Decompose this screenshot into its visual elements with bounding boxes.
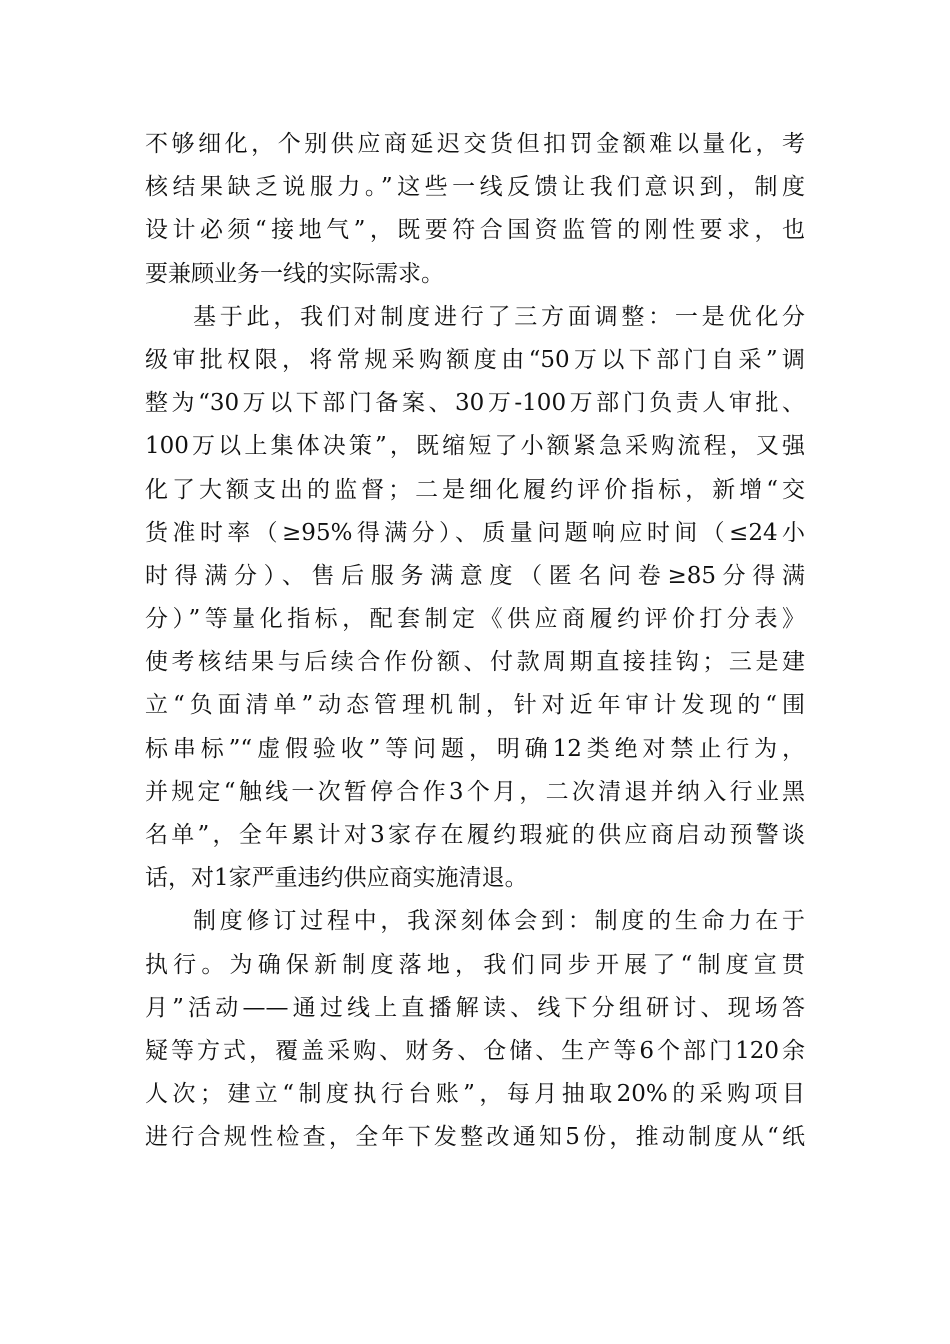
text-line: 月”活动——通过线上直播解读、线下分组研讨、现场答 bbox=[145, 994, 805, 1021]
text-line: 不够细化，个别供应商延迟交货但扣罚金额难以量化，考 bbox=[145, 131, 805, 157]
text-line: 名单”，全年累计对3家存在履约瑕疵的供应商启动预警谈 bbox=[145, 822, 805, 848]
text-line: 设计必须“接地气”，既要符合国资监管的刚性要求，也 bbox=[145, 217, 805, 244]
text-line: 化了大额支出的监督；二是细化履约评价指标，新增“交 bbox=[145, 476, 805, 503]
text-line: 并规定“触线一次暂停合作3个月，二次清退并纳入行业黑 bbox=[145, 778, 805, 805]
text-line: 话，对1家严重违约供应商实施清退。 bbox=[145, 865, 528, 892]
text-line: 货准时率（≥95%得满分）、质量问题响应时间（≤24小 bbox=[145, 519, 805, 546]
text-line: 制度修订过程中，我深刻体会到：制度的生命力在于 bbox=[193, 908, 805, 935]
paragraph-3 bbox=[145, 900, 805, 1159]
text-line: 疑等方式，覆盖采购、财务、仓储、生产等6个部门120余 bbox=[145, 1037, 805, 1064]
text-line: 时得满分）、售后服务满意度（匿名问卷≥85分得满 bbox=[145, 562, 805, 589]
text-line: 分）”等量化指标，配套制定《供应商履约评价打分表》 bbox=[145, 606, 805, 633]
text-line: 进行合规性检查，全年下发整改通知5份，推动制度从“纸 bbox=[145, 1124, 805, 1151]
text-line: 人次；建立“制度执行台账”，每月抽取20%的采购项目 bbox=[145, 1081, 805, 1108]
text-line: 要兼顾业务一线的实际需求。 bbox=[145, 260, 444, 287]
text-line: 100万以上集体决策”，既缩短了小额紧急采购流程，又强 bbox=[145, 433, 805, 460]
text-line: 使考核结果与后续合作份额、付款周期直接挂钩；三是建 bbox=[145, 649, 805, 676]
text-line: 基于此，我们对制度进行了三方面调整：一是优化分 bbox=[193, 303, 805, 330]
document-page bbox=[145, 123, 805, 1160]
text-line: 立“负面清单”动态管理机制，针对近年审计发现的“围 bbox=[145, 692, 805, 719]
text-line: 执行。为确保新制度落地，我们同步开展了“制度宣贯 bbox=[145, 951, 805, 978]
paragraph-2 bbox=[145, 296, 805, 901]
text-line: 级审批权限，将常规采购额度由“50万以下部门自采”调 bbox=[145, 346, 805, 373]
text-line: 标串标”“虚假验收”等问题，明确12类绝对禁止行为， bbox=[145, 735, 805, 762]
text-line: 整为“30万以下部门备案、30万-100万部门负责人审批、 bbox=[145, 390, 805, 417]
paragraph-1 bbox=[145, 123, 805, 296]
text-line: 核结果缺乏说服力。”这些一线反馈让我们意识到，制度 bbox=[145, 174, 805, 201]
